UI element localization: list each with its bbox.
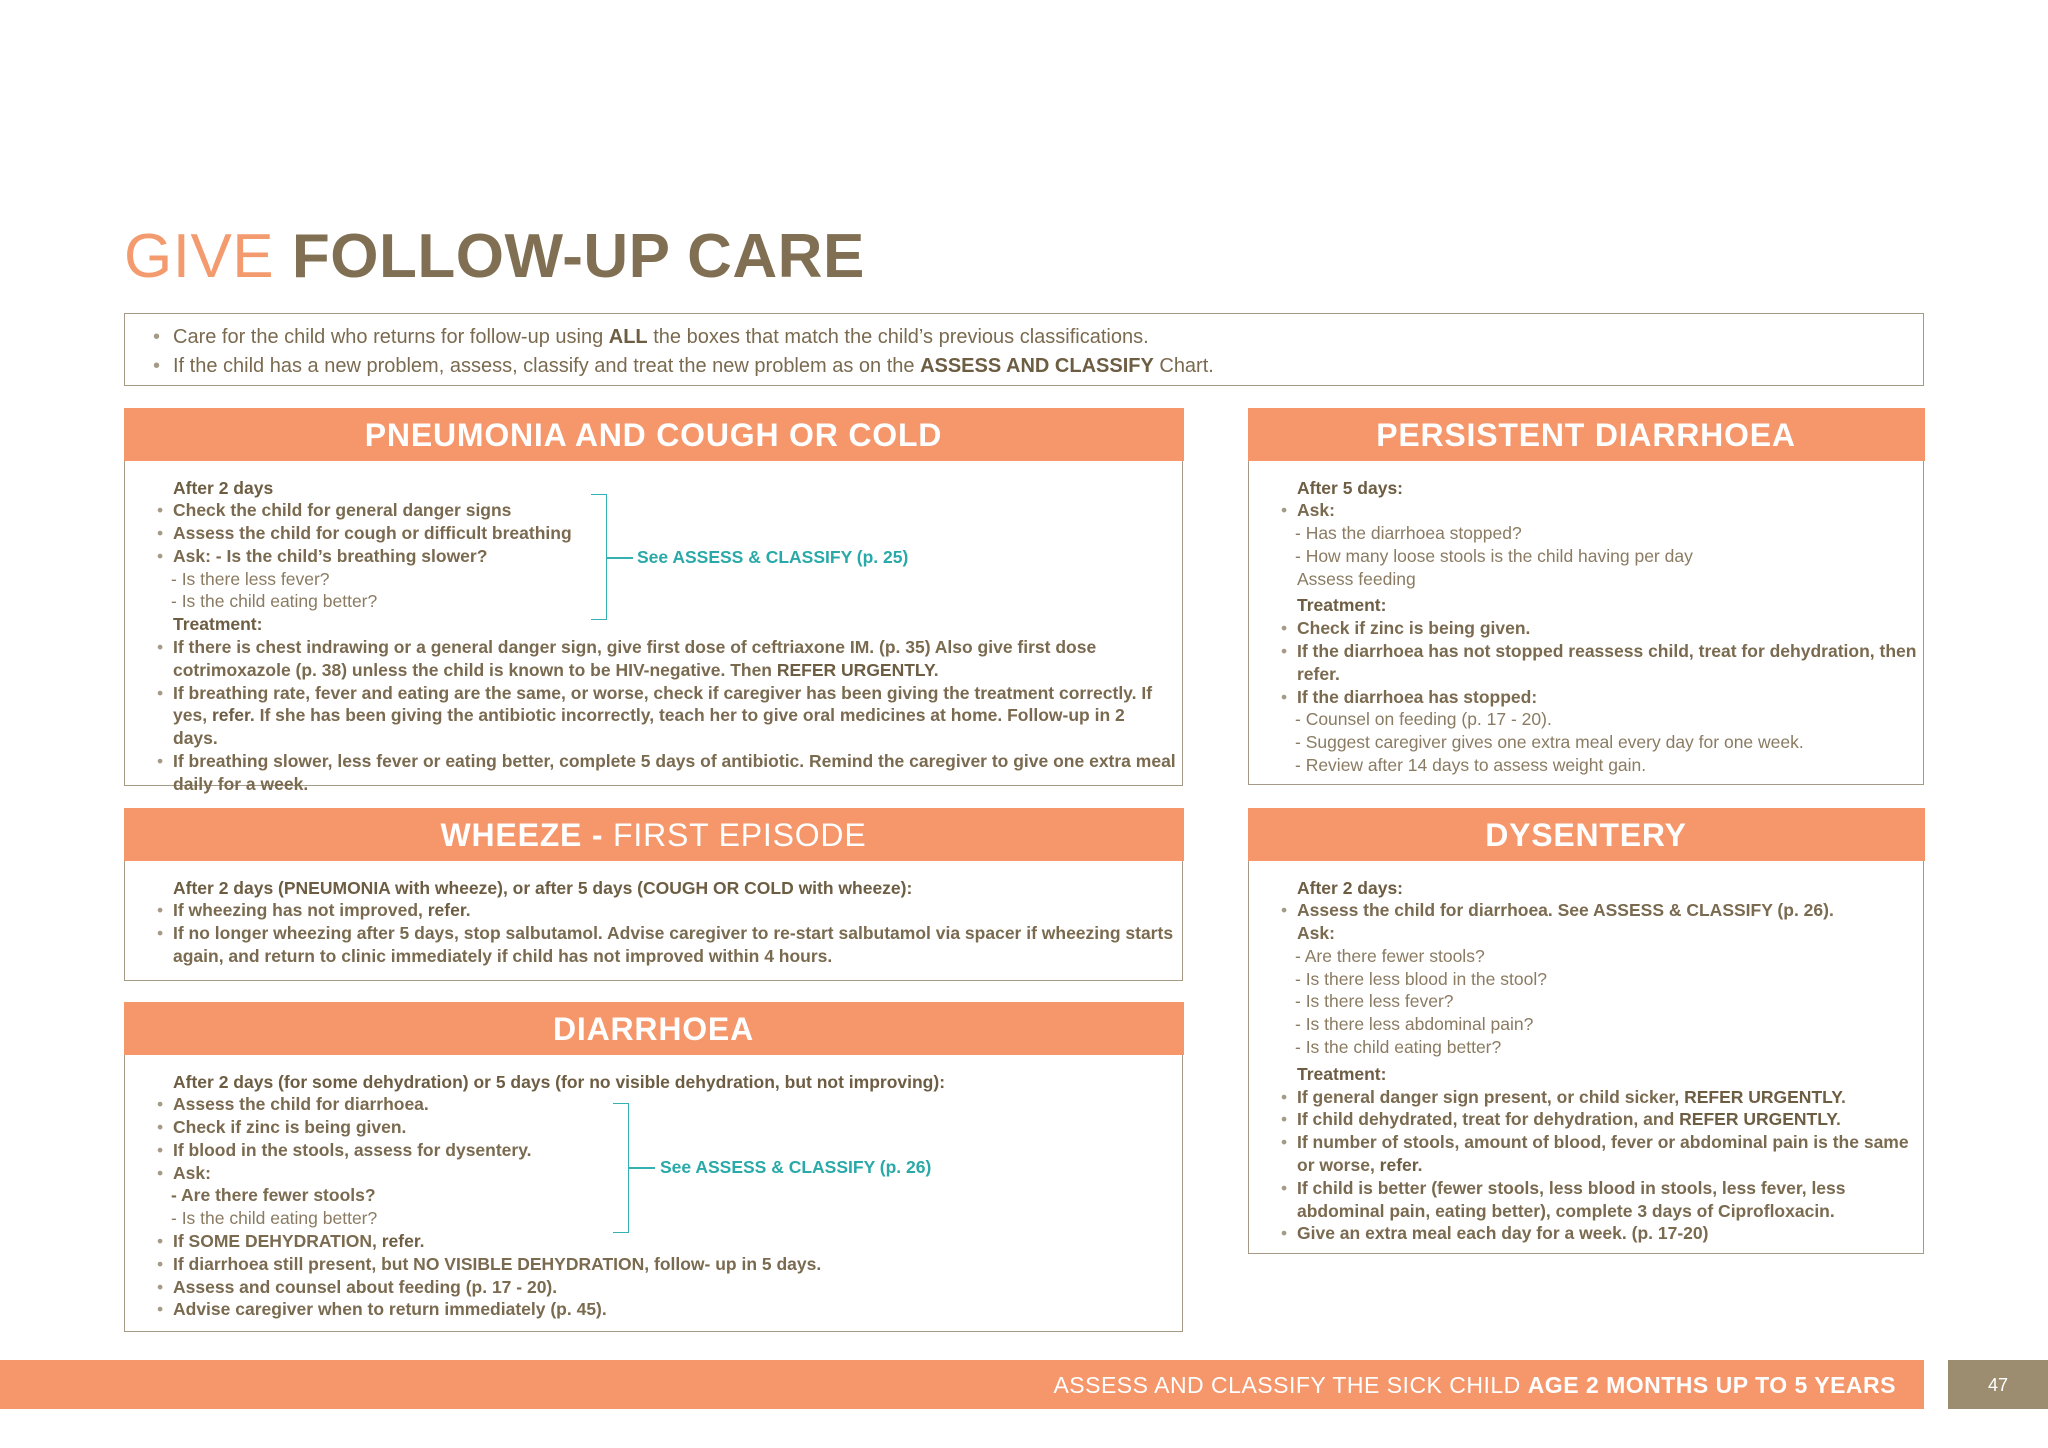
dysentery-after: After 2 days: (1297, 877, 1404, 898)
list-item: • Assess the child for diarrhoea. (173, 1093, 1166, 1116)
sub-item: - Is there less fever? (1295, 991, 1454, 1012)
diarrhoea-header: DIARRHOEA (124, 1002, 1184, 1055)
list-item: • If the diarrhoea has stopped: (1297, 686, 1907, 709)
sub-item: - Review after 14 days to assess weight gain. (1295, 755, 1647, 776)
persistent-diarrhoea-body (1249, 461, 1923, 777)
bracket-icon (591, 494, 607, 620)
wheeze-body (125, 861, 1182, 968)
pneumonia-header: PNEUMONIA AND COUGH OR COLD (124, 408, 1184, 461)
footer-title: ASSESS AND CLASSIFY THE SICK CHILD AGE 2 MONTHS UP TO 5 YEARS (1053, 1372, 1896, 1398)
intro-box (124, 313, 1924, 386)
sub-item: - Is there less fever? (171, 568, 330, 589)
list-item: • If SOME DEHYDRATION, refer. (173, 1230, 1166, 1253)
wheeze-after: After 2 days (PNEUMONIA with wheeze), or after 5 days (COUGH OR COLD with wheeze): (173, 877, 913, 898)
list-item: • Assess the child for cough or difficult breathing (173, 522, 1166, 545)
list-item: • If diarrhoea still present, but NO VISIBLE DEHYDRATION, follow- up in 5 days. (173, 1253, 1166, 1276)
diarrhoea-body (125, 1055, 1182, 1322)
list-item: • Assess the child for diarrhoea. See ASSESS & CLASSIFY (p. 26). (1297, 899, 1907, 922)
pneumonia-treatment: Treatment: (173, 614, 263, 635)
list-item: • Ask: - Is the child’s breathing slower? (173, 545, 1166, 568)
list-item: • If the diarrhoea has not stopped reassess child, treat for dehydration, then refer. (1297, 640, 1907, 686)
wheeze-box (124, 808, 1183, 981)
sub-item: - Is the child eating better? (171, 1208, 378, 1229)
persistent-diarrhoea-box (1248, 408, 1924, 785)
list-item: • If there is chest indrawing or a general danger sign, give first dose of ceftriaxone IM. (p. 35) Also give first dose cotrimoxazole (p. 38) unless the child is known to be HIV-negative. Then REFER URGENTLY. (173, 636, 1166, 682)
list-item: • If no longer wheezing after 5 days, stop salbutamol. Advise caregiver to re-start salbutamol via spacer if wheezing starts again, and return to clinic immediately if child has not improved within 4 hours. (173, 922, 1166, 968)
dysentery-header: DYSENTERY (1248, 808, 1925, 861)
list-item: • If breathing slower, less fever or eating better, complete 5 days of antibiotic. Remind the caregiver to give one extra meal daily for a week. (173, 750, 1166, 796)
list-item: • Ask: (173, 1162, 1166, 1185)
list-item: • Check if zinc is being given. (173, 1116, 1166, 1139)
persistent-diarrhoea-header: PERSISTENT DIARRHOEA (1248, 408, 1925, 461)
pneumonia-after: After 2 days (173, 477, 274, 498)
list-item: • If wheezing has not improved, refer. (173, 899, 1166, 922)
dysentery-ask: Ask: (1297, 923, 1335, 944)
pneumonia-box (124, 408, 1183, 794)
pneumonia-body (125, 461, 1182, 796)
page-title-light: GIVE (124, 222, 275, 291)
list-item: • If general danger sign present, or child sicker, REFER URGENTLY. (1297, 1086, 1907, 1109)
footer-bar (0, 1360, 1924, 1409)
see-assess-classify-link: See ASSESS & CLASSIFY (p. 25) (637, 547, 909, 567)
page-number: 47 (1948, 1360, 2048, 1409)
list-item: • If blood in the stools, assess for dysentery. (173, 1139, 1166, 1162)
persistent-assess-feeding: Assess feeding (1297, 568, 1416, 589)
list-item: • If breathing rate, fever and eating are the same, or worse, check if caregiver has been giving the treatment correctly. If yes, refer. If she has been giving the antibiotic incorrectly, teach her to give oral medicines at home. Follow-up in 2 days. (173, 682, 1166, 750)
intro-line-1: • Care for the child who returns for follow-up using ALL the boxes that match the child’s previous classifications. (173, 323, 1923, 352)
bracket-tick (629, 1167, 655, 1169)
sub-item: - Are there fewer stools? (1295, 945, 1485, 966)
diarrhoea-box (124, 1002, 1183, 1332)
sub-item: - Is there less blood in the stool? (1295, 968, 1547, 989)
list-item: • Give an extra meal each day for a week. (p. 17-20) (1297, 1222, 1907, 1245)
dysentery-treatment: Treatment: (1297, 1063, 1387, 1084)
persistent-treatment: Treatment: (1297, 595, 1387, 616)
list-item: • Assess and counsel about feeding (p. 17 - 20). (173, 1276, 1166, 1299)
dysentery-box (1248, 808, 1924, 1254)
list-item: • Advise caregiver when to return immediately (p. 45). (173, 1298, 1166, 1321)
bracket-tick (607, 557, 633, 559)
see-assess-classify-link: See ASSESS & CLASSIFY (p. 26) (660, 1157, 932, 1177)
sub-item: - How many loose stools is the child having per day (1295, 545, 1693, 566)
list-item: • If child is better (fewer stools, less blood in stools, less fever, less abdominal pain, eating better), complete 3 days of Ciprofloxacin. (1297, 1177, 1907, 1223)
bracket-icon (613, 1103, 629, 1233)
dysentery-body (1249, 861, 1923, 1246)
wheeze-header: WHEEZE - FIRST EPISODE (124, 808, 1184, 861)
sub-item: - Is there less abdominal pain? (1295, 1014, 1534, 1035)
page-title-bold: FOLLOW-UP CARE (291, 222, 865, 291)
sub-item: - Is the child eating better? (1295, 1037, 1502, 1058)
sub-item: - Is the child eating better? (171, 591, 378, 612)
page-title (124, 222, 865, 292)
list-item: • If number of stools, amount of blood, fever or abdominal pain is the same or worse, refer. (1297, 1131, 1907, 1177)
list-item: • Ask: (1297, 499, 1907, 522)
diarrhoea-after: After 2 days (for some dehydration) or 5 days (for no visible dehydration, but not improving): (173, 1071, 946, 1092)
list-item: • If child dehydrated, treat for dehydration, and REFER URGENTLY. (1297, 1108, 1907, 1131)
sub-item: - Counsel on feeding (p. 17 - 20). (1295, 709, 1552, 730)
persistent-after: After 5 days: (1297, 477, 1404, 498)
sub-item: - Has the diarrhoea stopped? (1295, 523, 1522, 544)
intro-line-2: • If the child has a new problem, assess, classify and treat the new problem as on the ASSESS AND CLASSIFY Chart. (173, 352, 1923, 381)
list-item: • Check if zinc is being given. (1297, 617, 1907, 640)
sub-item: - Are there fewer stools? (171, 1185, 376, 1206)
list-item: • Check the child for general danger signs (173, 499, 1166, 522)
sub-item: - Suggest caregiver gives one extra meal every day for one week. (1295, 732, 1804, 753)
